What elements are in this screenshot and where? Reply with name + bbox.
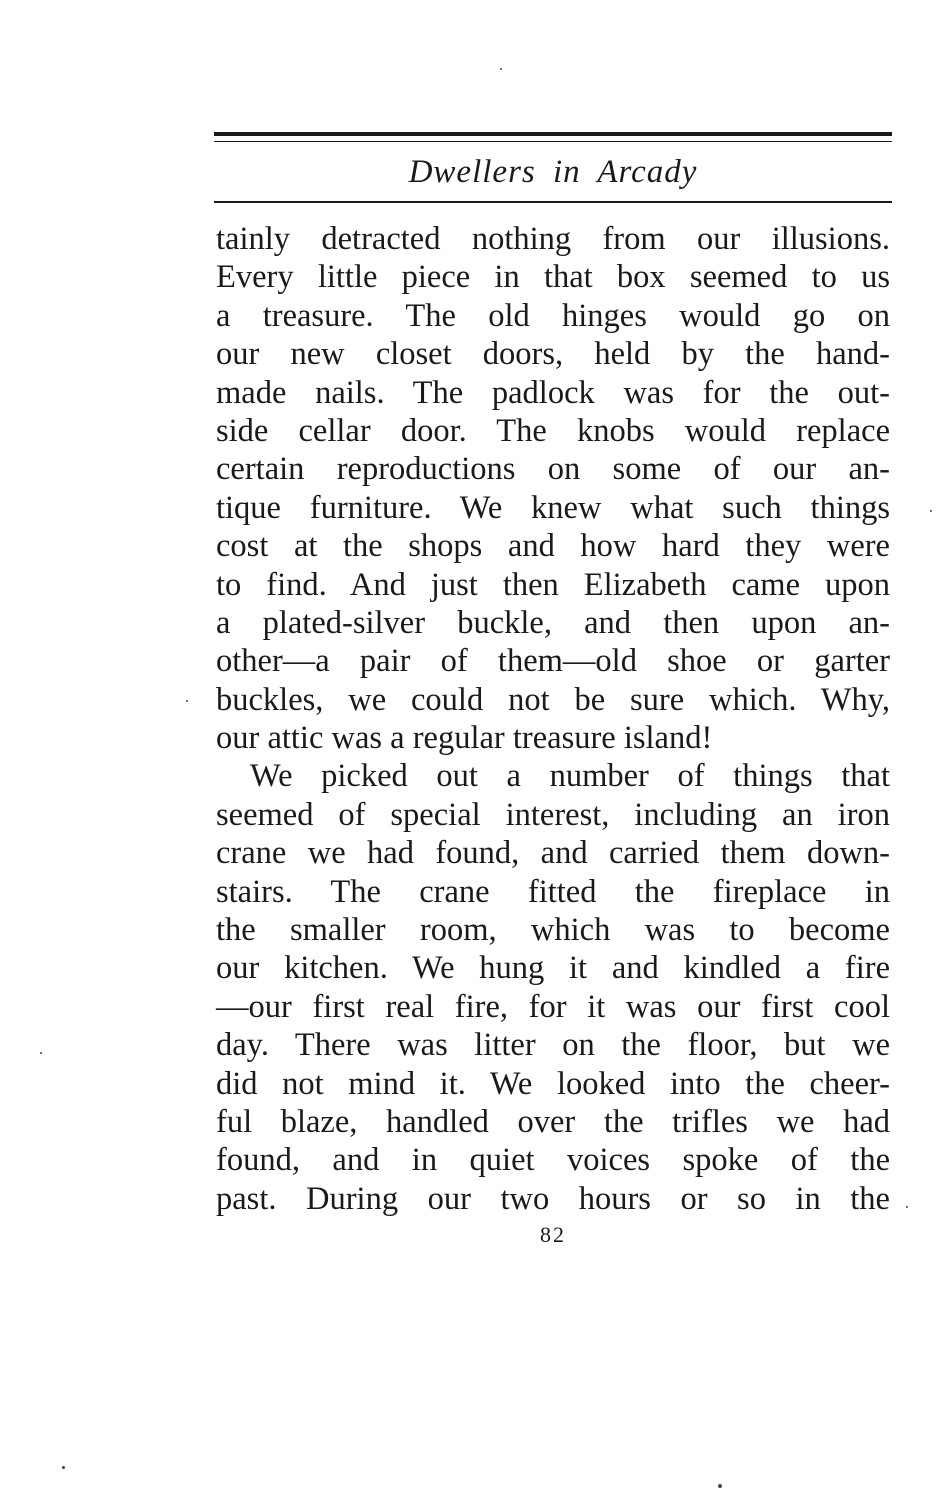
text-line: a treasure. The old hinges would go on (216, 297, 890, 334)
body-text (216, 220, 890, 1218)
running-head-rule (214, 201, 892, 203)
text-line: cost at the shops and how hard they were (216, 528, 890, 565)
text-line: the smaller room, which was to become (216, 912, 890, 949)
header-rule-thick (214, 132, 892, 136)
text-line: certain reproductions on some of our an- (216, 451, 890, 488)
text-line: stairs. The crane fitted the fireplace in (216, 873, 890, 910)
text-line: We picked out a number of things that (250, 758, 890, 795)
paragraph-2 (216, 757, 890, 1218)
text-line: seemed of special interest, including an iron (216, 796, 890, 833)
text-line: our attic was a regular treasure island! (216, 720, 713, 757)
scan-speck (186, 700, 188, 702)
text-line: to find. And just then Elizabeth came upon (216, 566, 890, 603)
scan-speck (62, 1466, 65, 1469)
text-line: did not mind it. We looked into the cheer- (216, 1065, 890, 1102)
text-line: buckles, we could not be sure which. Why, (216, 681, 890, 718)
text-line: found, and in quiet voices spoke of the (216, 1142, 890, 1179)
text-line: side cellar door. The knobs would replace (216, 412, 890, 449)
scan-speck (930, 510, 932, 512)
scan-speck (718, 1484, 722, 1488)
text-line: —our first real fire, for it was our first cool (216, 988, 890, 1025)
scan-speck (906, 1206, 908, 1208)
text-line: ful blaze, handled over the trifles we had (216, 1103, 890, 1140)
text-line: Every little piece in that box seemed to us (216, 259, 890, 296)
header-rule-thin (214, 141, 892, 142)
text-line: a plated-silver buckle, and then upon an- (216, 604, 890, 641)
scan-speck (40, 1052, 42, 1054)
text-line: crane we had found, and carried them down- (216, 835, 890, 872)
text-line: day. There was litter on the floor, but we (216, 1027, 890, 1064)
page-number: 82 (540, 1222, 566, 1247)
running-head: Dwellers in Arcady (408, 154, 698, 190)
text-line: tainly detracted nothing from our illusions. (216, 221, 890, 257)
paragraph-1 (216, 220, 890, 757)
text-line: our new closet doors, held by the hand- (216, 336, 890, 373)
scan-speck (500, 68, 502, 70)
text-line: tique furniture. We knew what such things (216, 489, 890, 526)
text-line: other—a pair of them—old shoe or garter (216, 643, 890, 680)
text-line: our kitchen. We hung it and kindled a fire (216, 950, 890, 987)
text-line: made nails. The padlock was for the out- (216, 374, 890, 411)
text-line: past. During our two hours or so in the (216, 1180, 890, 1217)
